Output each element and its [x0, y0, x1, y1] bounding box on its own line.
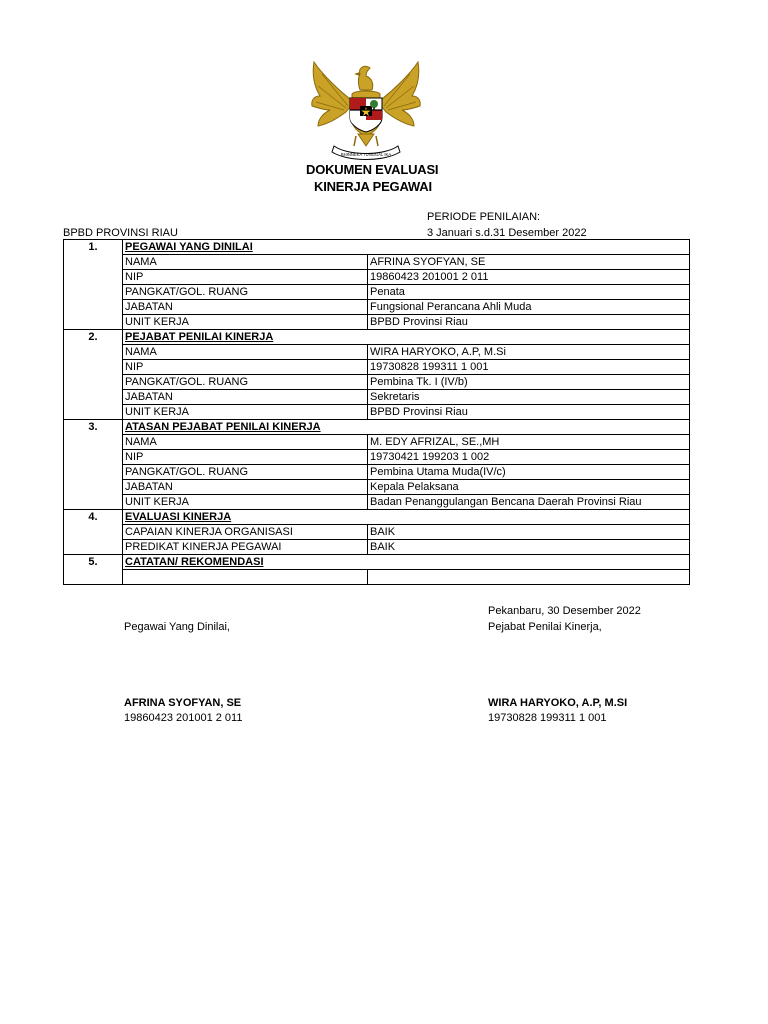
field-label: PANGKAT/GOL. RUANG	[123, 465, 368, 480]
right-signatory-nip: 19730828 199311 1 001	[488, 712, 607, 724]
field-value: AFRINA SYOFYAN, SE	[368, 255, 690, 270]
emblem-motto: BHINNEKA TUNGGAL IKA	[340, 152, 392, 157]
section-number: 3.	[64, 420, 123, 510]
field-label: PANGKAT/GOL. RUANG	[123, 285, 368, 300]
document-title-line1: DOKUMEN EVALUASI	[306, 162, 439, 177]
field-label: PREDIKAT KINERJA PEGAWAI	[123, 540, 368, 555]
section-number: 4.	[64, 510, 123, 555]
table-row	[64, 570, 690, 585]
field-label	[123, 570, 368, 585]
table-row	[64, 540, 690, 555]
table-row	[64, 285, 690, 300]
section-title: EVALUASI KINERJA	[123, 510, 690, 525]
field-label: UNIT KERJA	[123, 405, 368, 420]
section-title: PEGAWAI YANG DINILAI	[123, 240, 690, 255]
field-value: 19860423 201001 2 011	[368, 270, 690, 285]
signature-place-date: Pekanbaru, 30 Desember 2022	[488, 605, 641, 617]
field-label: CAPAIAN KINERJA ORGANISASI	[123, 525, 368, 540]
field-label: NIP	[123, 270, 368, 285]
field-label: JABATAN	[123, 300, 368, 315]
field-label: PANGKAT/GOL. RUANG	[123, 375, 368, 390]
field-value	[368, 570, 690, 585]
document-title-line2: KINERJA PEGAWAI	[314, 179, 432, 194]
table-row	[64, 480, 690, 495]
garuda-emblem	[308, 60, 424, 164]
table-row	[64, 255, 690, 270]
field-label: UNIT KERJA	[123, 495, 368, 510]
table-row	[64, 360, 690, 375]
field-label: JABATAN	[123, 390, 368, 405]
table-row	[64, 390, 690, 405]
section-header-row	[64, 330, 690, 345]
table-row	[64, 525, 690, 540]
table-row	[64, 435, 690, 450]
left-signatory-name: AFRINA SYOFYAN, SE	[124, 697, 242, 709]
table-row	[64, 315, 690, 330]
section-number: 1.	[64, 240, 123, 330]
field-label: NIP	[123, 450, 368, 465]
right-signatory-role: Pejabat Penilai Kinerja,	[488, 621, 602, 633]
left-signatory-nip: 19860423 201001 2 011	[124, 712, 243, 724]
section-header-row	[64, 555, 690, 570]
table-row	[64, 345, 690, 360]
period-value: 3 Januari s.d.31 Desember 2022	[427, 227, 587, 239]
section-header-row	[64, 420, 690, 435]
field-value: BAIK	[368, 525, 690, 540]
section-number: 2.	[64, 330, 123, 420]
field-value: 19730421 199203 1 002	[368, 450, 690, 465]
field-label: NAMA	[123, 435, 368, 450]
field-label: UNIT KERJA	[123, 315, 368, 330]
field-value: Pembina Tk. I (IV/b)	[368, 375, 690, 390]
left-signatory-role: Pegawai Yang Dinilai,	[124, 621, 230, 633]
field-value: 19730828 199311 1 001	[368, 360, 690, 375]
table-row	[64, 450, 690, 465]
field-label: JABATAN	[123, 480, 368, 495]
table-row	[64, 300, 690, 315]
organization-name: BPBD PROVINSI RIAU	[63, 227, 178, 239]
section-number: 5.	[64, 555, 123, 585]
field-value: Badan Penanggulangan Bencana Daerah Provinsi Riau	[368, 495, 690, 510]
section-header-row	[64, 510, 690, 525]
evaluation-table	[63, 239, 690, 585]
table-row	[64, 495, 690, 510]
field-value: Fungsional Perancana Ahli Muda	[368, 300, 690, 315]
period-label: PERIODE PENILAIAN:	[427, 211, 541, 223]
field-value: Pembina Utama Muda(IV/c)	[368, 465, 690, 480]
table-row	[64, 375, 690, 390]
field-label: NAMA	[123, 255, 368, 270]
field-value: WIRA HARYOKO, A.P, M.Si	[368, 345, 690, 360]
field-value: BPBD Provinsi Riau	[368, 315, 690, 330]
field-label: NAMA	[123, 345, 368, 360]
field-value: BAIK	[368, 540, 690, 555]
section-header-row	[64, 240, 690, 255]
table-row	[64, 405, 690, 420]
field-value: M. EDY AFRIZAL, SE.,MH	[368, 435, 690, 450]
section-title: ATASAN PEJABAT PENILAI KINERJA	[123, 420, 690, 435]
field-value: Sekretaris	[368, 390, 690, 405]
field-value: Penata	[368, 285, 690, 300]
table-row	[64, 465, 690, 480]
section-title: CATATAN/ REKOMENDASI	[123, 555, 690, 570]
field-value: Kepala Pelaksana	[368, 480, 690, 495]
evaluation-table-body	[64, 240, 690, 585]
table-row	[64, 270, 690, 285]
field-value: BPBD Provinsi Riau	[368, 405, 690, 420]
right-signatory-name: WIRA HARYOKO, A.P, M.SI	[488, 697, 628, 709]
field-label: NIP	[123, 360, 368, 375]
section-title: PEJABAT PENILAI KINERJA	[123, 330, 690, 345]
